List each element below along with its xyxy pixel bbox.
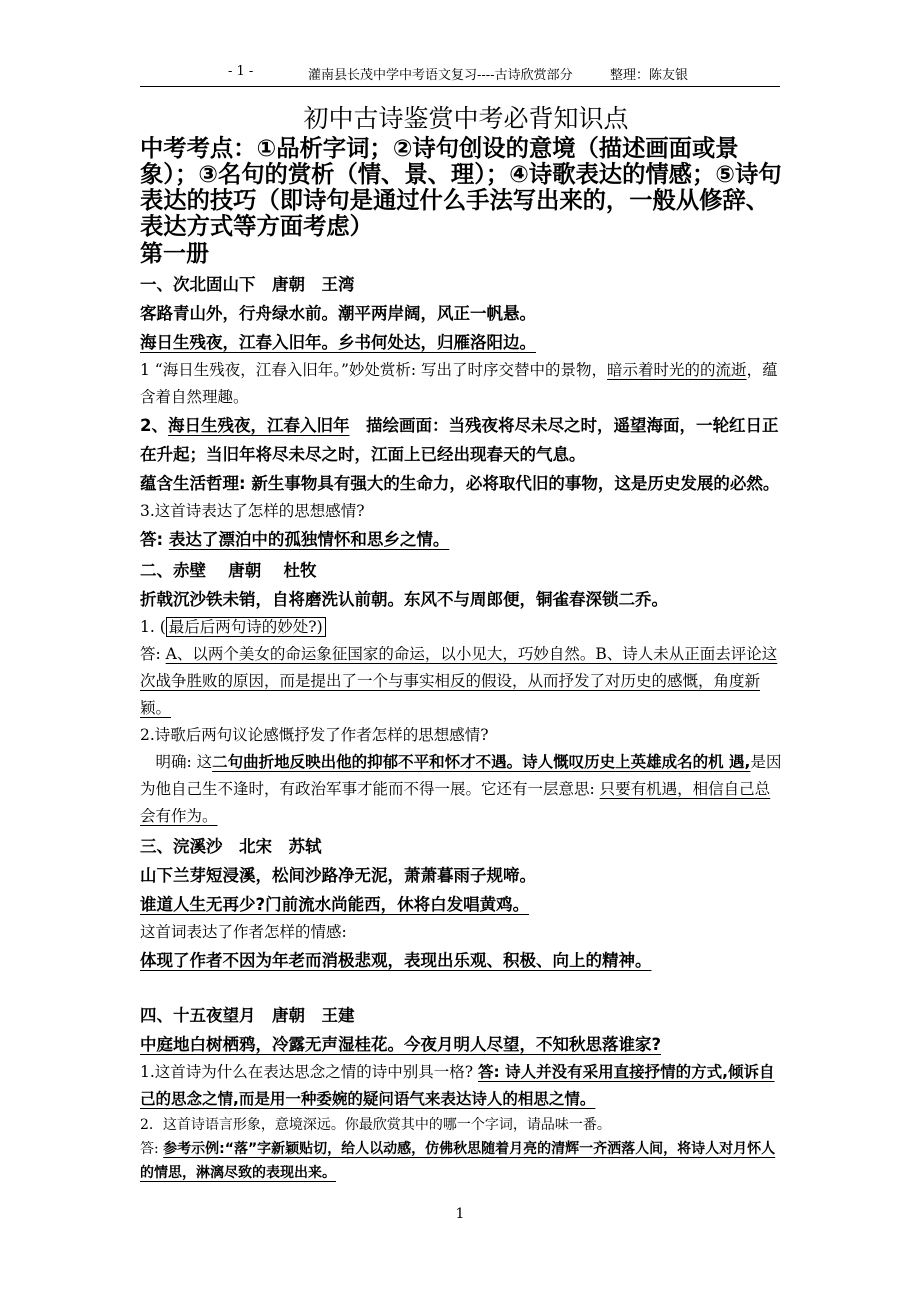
s4-a1-text: : 诗人并没有采用直接抒情的方式,倾诉自己的思念之情,而是用一种委婉的疑问语气来表达诗人的相思之情。 [140, 1063, 775, 1108]
s1-answer-label: 答: [140, 530, 169, 549]
s4-a2-label: 答: [140, 1141, 164, 1157]
s4-question-2: 2．这首诗语言形象，意境深远。你最欣赏其中的哪一个字词，请品味一番。 [140, 1117, 611, 1133]
s2-q1-num: 1. ( [140, 618, 166, 636]
section-3-heading: 三、浣溪沙 北宋 苏轼 [140, 837, 322, 856]
s1-q1-underlined: 暗示着时光的的流逝 [607, 361, 747, 379]
s1-poem-line-2 [140, 328, 782, 357]
s3-poem-line-1: 山下兰芽短浸溪，松间沙路净无泥，萧萧暮雨子规啼。 [140, 866, 536, 885]
exam-points: 中考考点：①品析字词；②诗句创设的意境（描述画面或景象）；③名句的赏析（情、景、理）；④诗歌表达的情感；⑤诗句表达的技巧（即诗句是通过什么手法写出来的，一般从修辞、表达方式等方面考虑） [140, 135, 782, 240]
section-4-heading: 四、十五夜望月 唐朝 王建 [140, 1006, 355, 1025]
section-1-heading: 一、次北固山下 唐朝 王湾 [140, 275, 355, 294]
s2-a2-label: 明确: 这 [140, 753, 213, 771]
s2-poem: 折戟沉沙铁未销，自将磨洗认前朝。东风不与周郎便，铜雀春深锁二乔。 [140, 590, 668, 609]
document-body [140, 102, 782, 1185]
s3-answer [140, 946, 782, 975]
s1-q2-num: 2、 [140, 416, 168, 435]
s2-question-2: 2.诗歌后两句议论感慨抒发了作者怎样的思想感情? [140, 726, 489, 744]
s4-q1-text: 1.这首诗为什么在表达思念之情的诗中别具一格? [140, 1063, 479, 1081]
s2-a2-bold: 二句曲折地反映出他的抑郁不平和怀才不遇。诗人慨叹历史上英雄成名的机 遇, [212, 753, 751, 771]
s2-question-1 [140, 614, 782, 641]
s1-poem-line-2-text: 海日生残夜，江春入旧年。乡书何处达，归雁洛阳边。 [140, 333, 536, 352]
s4-poem-text: 中庭地白树栖鸦，冷露无声湿桂花。今夜月明人尽望，不知秋思落谁家? [140, 1035, 662, 1054]
s2-answer-2 [140, 749, 782, 830]
s2-a1-label: 答: [140, 645, 166, 663]
s4-answer-2 [140, 1137, 782, 1185]
s1-question-2 [140, 411, 782, 469]
s1-question-3: 3.这首诗表达了怎样的思想感情? [140, 502, 365, 520]
s1-question-1 [140, 357, 782, 411]
page-header [140, 62, 780, 87]
s4-a2-text: 参考示例:“落”字新颖贴切，给人以动感，仿佛秋思随着月亮的清辉一齐洒落人间，将诗人对月怀人的情思，淋漓尽致的表现出来。 [140, 1141, 776, 1181]
s2-a1-text: A、以两个美女的命运象征国家的命运，以小见大，巧妙自然。B、诗人未从正面去评论这次战争胜败的原因，而是提出了一个与事实相反的假设，从而抒发了对历史的感慨，角度新颖。 [140, 645, 778, 717]
s1-q1-end: ，蕴含着自然理趣。 [140, 361, 778, 406]
volume-heading: 第一册 [140, 241, 209, 267]
s3-question: 这首词表达了作者怎样的情感: [140, 923, 347, 941]
header-compiler: 整理：陈友银 [610, 68, 689, 83]
s1-q2-quote: 海日生残夜，江春入旧年 [167, 416, 350, 435]
s3-poem-line-2-text: 谁道人生无再少?门前流水尚能西，休将白发唱黄鸡。 [140, 895, 530, 914]
s3-poem-line-2 [140, 890, 782, 919]
header-title: 灌南县长茂中学中考语文复习----古诗欣赏部分 [308, 68, 573, 83]
s2-a2-text: 是因为他自己生不逢时，有政治军事才能而不得一展。它还有一层意思: [140, 753, 782, 798]
header-page-number: - 1 - [228, 64, 254, 79]
page-footer-number: 1 [455, 1206, 465, 1222]
s1-answer-3 [140, 525, 782, 554]
s4-poem [140, 1030, 782, 1059]
s1-q2-scene: 描绘画面：当残夜将尽未尽之时，遥望海面，一轮红日正在升起；当旧年将尽未尽之时，江面上已经出现春天的气息。 [140, 416, 779, 464]
s3-answer-text: 体现了作者不因为年老而消极悲观，表现出乐观、积极、向上的精神。 [140, 951, 652, 970]
s1-answer-text: 表达了漂泊中的孤独情怀和思乡之情。 [168, 530, 450, 549]
document-title: 初中古诗鉴赏中考必背知识点 [303, 104, 629, 133]
spacer [140, 975, 782, 999]
s4-a1-label: 答 [478, 1063, 494, 1081]
s4-question-1 [140, 1059, 782, 1113]
s2-a2-end: 只要有机遇，相信自己总会有作为。 [140, 780, 771, 825]
s1-poem-line-1: 客路青山外，行舟绿水前。潮平两岸阔，风正一帆悬。 [140, 304, 536, 323]
s2-q1-boxed: 最后后两句诗的妙处?) [166, 617, 326, 637]
section-2-heading: 二、赤壁 唐朝 杜牧 [140, 561, 317, 580]
s1-q1-text: 1 “海日生残夜，江春入旧年。”妙处赏析: 写出了时序交替中的景物， [140, 361, 608, 379]
s1-philosophy: 蕴含生活哲理: 新生事物具有强大的生命力，必将取代旧的事物，这是历史发展的必然。 [140, 474, 780, 493]
s2-answer-1 [140, 641, 782, 722]
